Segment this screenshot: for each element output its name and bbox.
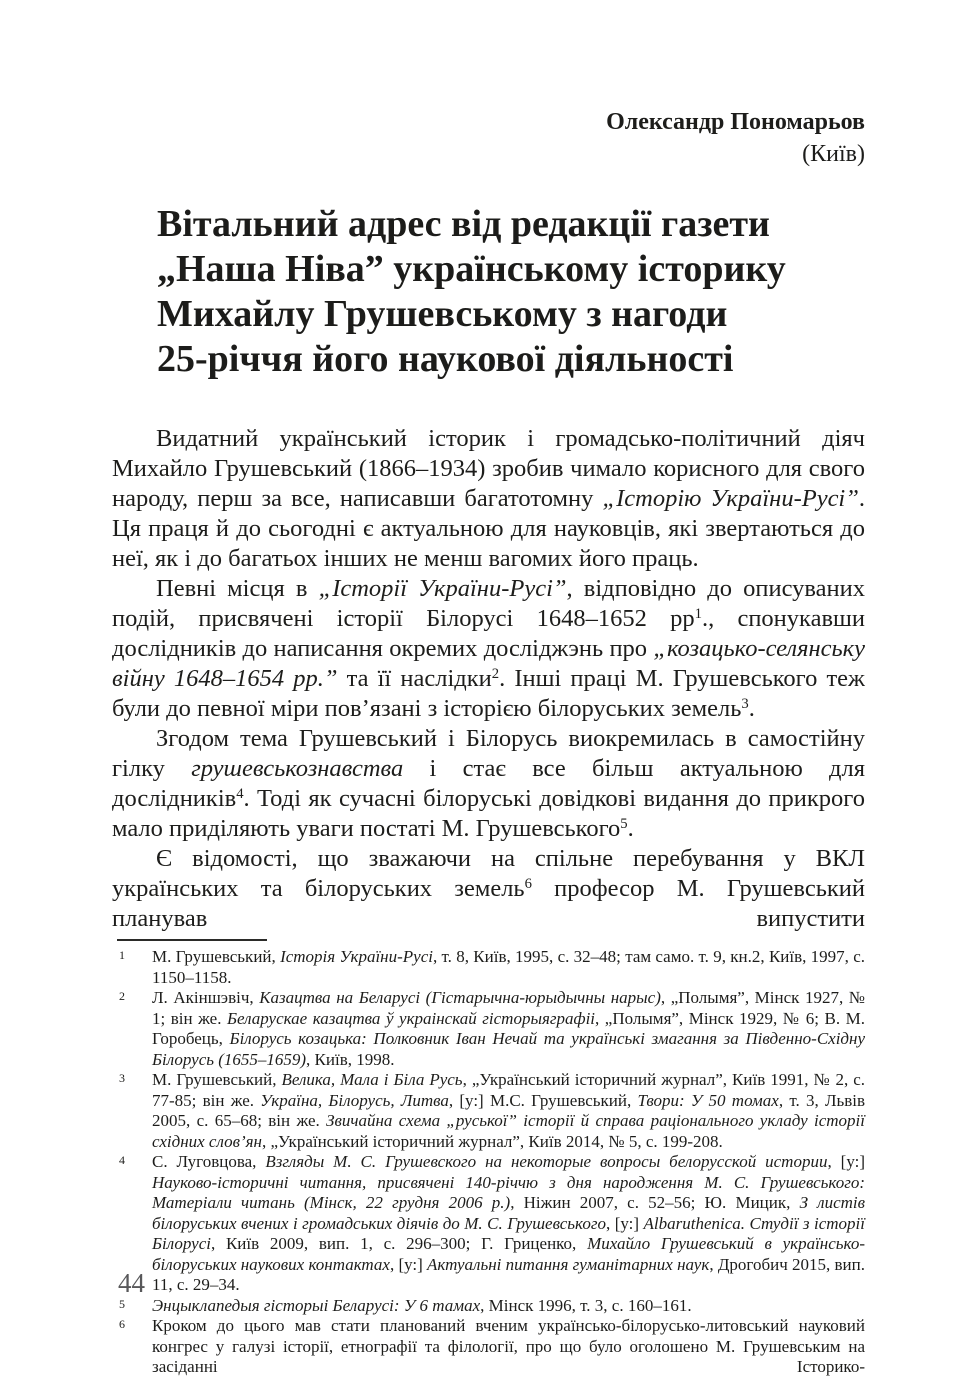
footnote-item (112, 1296, 865, 1317)
footnote-number: 5 (119, 1296, 125, 1311)
text-segment: С. Луговцова, (152, 1152, 266, 1171)
footnote-number: 2 (119, 989, 125, 1003)
footnote-text (152, 1070, 865, 1152)
text-segment: , „Полымя”, Мінск 1929, № 6; В. М. Горобець, (152, 1008, 866, 1048)
text-segment: . Ця праця й до сьогодні є актуальною для науковців, які звертаються до неї, як і до багатьох інших не менш вагомих його праць. (112, 485, 865, 572)
title-line: „Наша Ніва” українському історику (157, 248, 786, 290)
text-segment: , [у:] (827, 1152, 865, 1171)
text-segment: , т. 3, Львів 2005, с. 65–68; він же. (152, 1090, 866, 1130)
text-segment: Згодом тема Грушевський і Білорусь виокремилась в самостійну гілку (112, 725, 865, 782)
footnote-item (112, 988, 865, 1070)
text-segment: , т. 8, Київ, 1995, с. 32–48; там само. т. 9, кн.2, Київ, 1997, с. 1150–1158. (152, 947, 866, 987)
footnote-ref: 6 (524, 875, 532, 892)
text-segment: та її наслідки (337, 665, 492, 692)
page-content (112, 0, 865, 1378)
title-line: 25-річчя його наукової діяльності (157, 338, 734, 380)
text-segment: і стає все більш актуальною для дослідників (112, 755, 865, 812)
text-segment: Твори: У 50 томах (637, 1090, 779, 1110)
page-number: 44 (118, 1268, 145, 1298)
text-segment: , Мінск 1996, т. 3, с. 160–161. (480, 1295, 692, 1315)
text-segment: Певні місця в (156, 575, 319, 602)
text-segment: М. Грушевський, (152, 1070, 282, 1089)
text-segment: Історія України-Русі (280, 947, 433, 966)
text-segment: , „Український історичний журнал”, Київ 1991, № 2, с. 77-85; він же. (152, 1070, 866, 1110)
text-segment: Білорусь козацька: Полковник Іван Нечай та українські змагання за Південно-Східну Білорусь (1655–1659) (152, 1029, 866, 1069)
text-segment: . (748, 695, 755, 722)
footnote-item (112, 1316, 865, 1378)
footnote-text (152, 1296, 865, 1317)
text-segment: „Історії України-Русі” (318, 575, 567, 602)
body-paragraph (112, 574, 865, 724)
text-segment: Актуальні питання гуманітарних наук (427, 1254, 710, 1274)
text-segment: М. Грушевський, (152, 947, 281, 966)
text-segment: Энцыклапедыя гісторыі Беларусі: У 6 тамах (152, 1295, 481, 1315)
text-segment: , Київ 2009, вип. 1, с. 296–300; Г. Гриценко, (210, 1234, 588, 1253)
text-segment: ., спонукавши дослідників до написання окремих досліджэнь про (112, 605, 865, 662)
text-segment: , [у:] М.С. Грушевський, (448, 1090, 638, 1110)
footnote-ref: 2 (491, 665, 500, 682)
body-text (112, 424, 865, 934)
text-segment: . Інші праці М. Грушевського теж були до певної міри пов’язані з історією білоруських земель (112, 665, 865, 722)
text-segment: „Історію України-Русі” (602, 485, 859, 512)
text-segment: , „Полымя”, Мінск 1927, № 1; він же. (152, 988, 865, 1028)
footnote-text (152, 1152, 865, 1296)
footnote-number: 6 (119, 1317, 125, 1331)
text-segment: , „Український історичний журнал”, Київ 2014, № 5, с. 199-208. (261, 1131, 723, 1151)
text-segment: . Тоді як сучасні білоруські довідкові видання до прикрого мало приділяють уваги постаті М. Грушевського (112, 785, 865, 842)
footnote-number: 4 (119, 1153, 125, 1167)
footnotes (112, 947, 865, 1378)
text-segment: З листів білоруських вчених і громадських діячів до М. С. Грушевського (152, 1193, 865, 1233)
body-paragraph (112, 424, 865, 574)
text-segment: Михайло Грушевський в українсько-білоруських наукових контактах (152, 1234, 865, 1274)
footnote-item (112, 947, 865, 988)
footnote-separator (117, 939, 267, 941)
title-line: Михайлу Грушевському з нагоди (157, 293, 728, 335)
text-segment: , Ніжин 2007, с. 52–56; Ю. Мицик, (510, 1193, 800, 1212)
text-segment: грушевськознавства (191, 755, 404, 782)
footnote-number: 3 (119, 1071, 125, 1085)
text-segment: , [у:] (389, 1254, 428, 1274)
header-author-block (112, 0, 865, 170)
text-segment: Україна, Білорусь, Литва (260, 1090, 449, 1110)
text-segment: , відповідно до описуваних подій, присвячені історії Білорусі 1648–1652 рр (112, 575, 865, 632)
text-segment: Взгляды М. С. Грушевского на некоторые вопросы белорусской истории (265, 1152, 828, 1171)
text-segment: „козацько-селянську війну 1648–1654 рр.” (112, 635, 865, 692)
body-paragraph (112, 844, 865, 934)
text-segment: Кроком до цього мав стати планований вченим українсько-білорусько-литовський науковий конгрес у галузі історії, етнографії та філології, про що було оголошено М. Грушевським на засіданні Історико- (152, 1316, 865, 1376)
text-segment: , Дрогобич 2015, вип. 11, с. 29–34. (152, 1254, 865, 1294)
text-segment: . (627, 815, 634, 842)
footnote-number: 1 (119, 948, 125, 962)
footnote-ref: 3 (741, 695, 749, 712)
author-location: (Київ) (802, 141, 865, 167)
text-segment: професор М. Грушевський планував випустити (112, 875, 865, 932)
text-segment: Беларускае казацтва ў украінскай гісторыяграфіі (226, 1008, 596, 1028)
article-title (112, 202, 865, 382)
text-segment: , Київ, 1998. (306, 1049, 395, 1069)
text-segment: Казацтва на Беларусі (Гістарычна-юрыдычны нарыс) (259, 988, 661, 1007)
text-segment: Albaruthenica. Студії з історії Білорусі (152, 1213, 866, 1253)
text-segment: , [у:] (605, 1213, 644, 1233)
footnote-text (152, 988, 865, 1070)
author-name: Олександр Пономарьов (606, 109, 865, 135)
text-segment: Л. Акіншэвіч, (152, 988, 260, 1007)
text-segment: Звичайна схема „руської” історії й справа раціонального укладу історії східних слов’ян (152, 1111, 865, 1151)
text-segment: Велика, Мала і Біла Русь (281, 1070, 463, 1089)
body-paragraph (112, 724, 865, 844)
footnote-text (152, 1316, 865, 1378)
footnote-text (152, 947, 865, 988)
title-line: Вітальний адрес від редакції газети (157, 203, 770, 245)
footnote-ref: 5 (620, 815, 628, 832)
text-segment: Є відомості, що зважаючи на спільне перебування у ВКЛ українських та білоруських земель (112, 845, 865, 902)
text-segment: Видатний український історик і громадсько-політичний діяч Михайло Грушевський (1866–1934) зробив чимало корисного для свого народу, перш за все, написавши багатотомну (112, 425, 865, 512)
text-segment: Науково-історичні читання, присвячені 140-річчю з дня народження М. С. Грушевського: Матеріали читань (Мінск, 22 грудня 2006 р.) (152, 1172, 865, 1212)
footnote-ref: 1 (694, 605, 702, 622)
footnote-ref: 4 (236, 785, 244, 802)
footnote-item (112, 1070, 865, 1152)
footnote-item (112, 1152, 865, 1296)
